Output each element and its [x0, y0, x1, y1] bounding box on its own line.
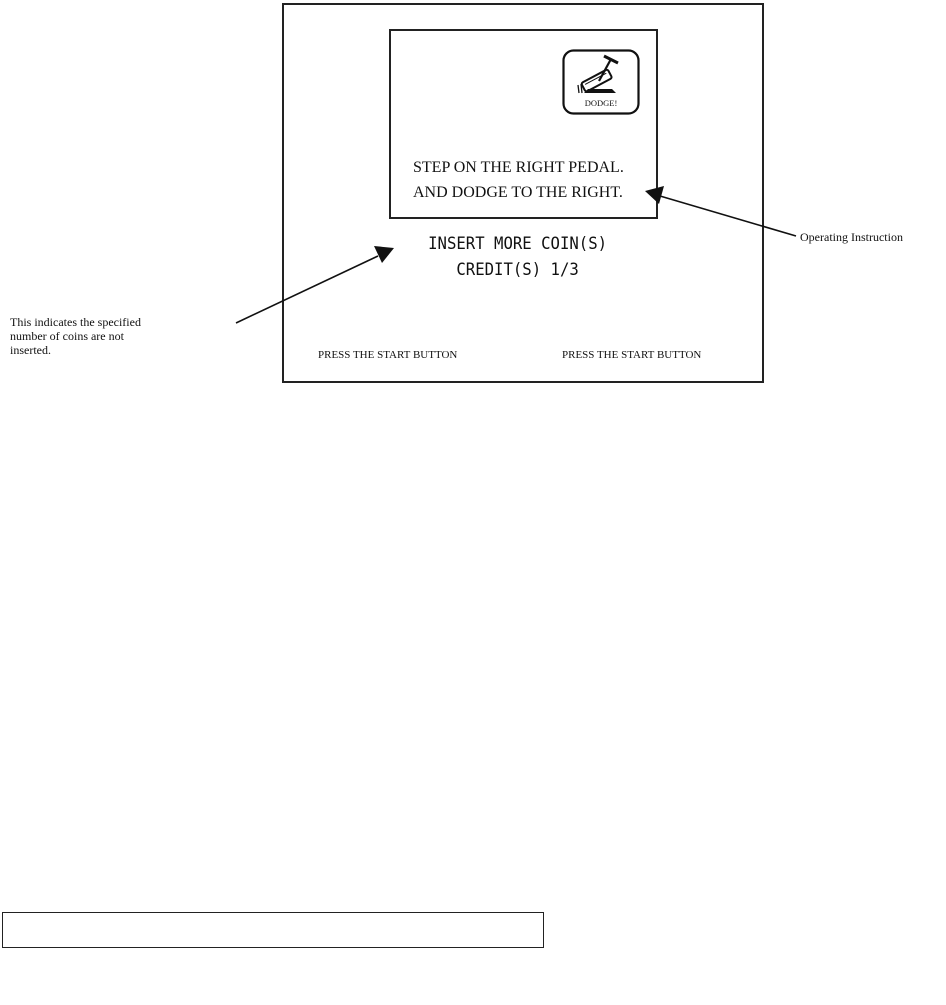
coin-callout-line-2: number of coins are not: [10, 329, 124, 343]
insert-coin-message: INSERT MORE COIN(S): [428, 234, 608, 254]
press-start-left: PRESS THE START BUTTON: [318, 349, 458, 361]
coin-callout-line-1: This indicates the specified: [10, 315, 141, 329]
dodge-icon-label: DODGE!: [584, 98, 618, 108]
instruction-callout-arrowhead: [645, 186, 664, 204]
caption-box: [2, 912, 544, 948]
coin-callout-line-3: inserted.: [10, 343, 51, 357]
instruction-line-2: AND DODGE TO THE RIGHT.: [413, 184, 623, 201]
coin-callout-arrow-line: [236, 256, 378, 323]
credit-count: CREDIT(S) 1/3: [456, 260, 579, 280]
coin-callout-arrowhead: [374, 246, 394, 263]
instruction-callout-arrow-line: [660, 196, 796, 236]
press-start-right: PRESS THE START BUTTON: [562, 349, 702, 361]
operating-instruction-callout: Operating Instruction: [800, 230, 903, 244]
instruction-line-1: STEP ON THE RIGHT PEDAL.: [413, 159, 624, 176]
